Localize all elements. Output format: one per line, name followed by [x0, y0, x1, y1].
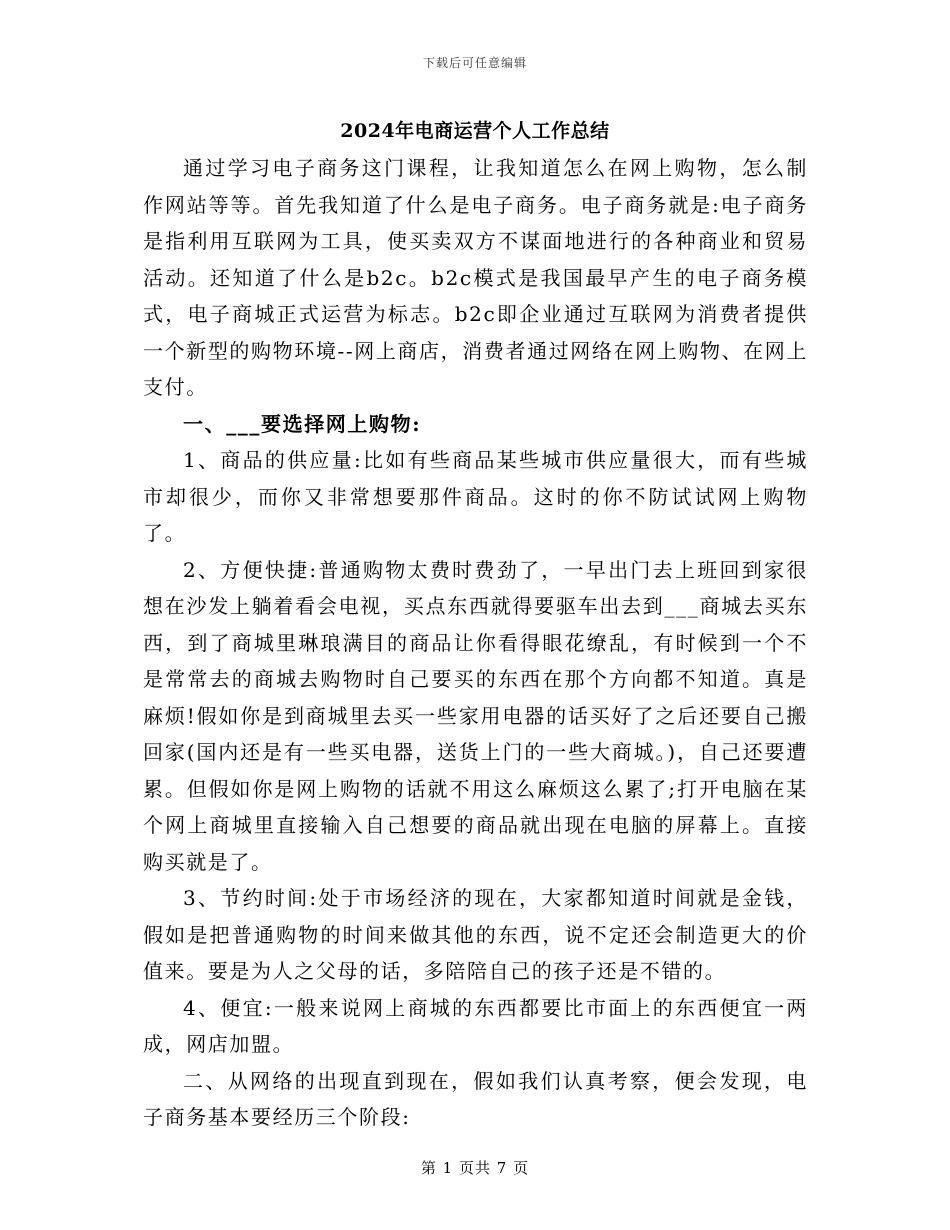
paragraph-item-1: 1、商品的供应量:比如有些商品某些城市供应量很大，而有些城市却很少，而你又非常想要那件商品。这时的你不防试试网上购物了。	[143, 448, 808, 545]
footer-prefix: 第	[420, 1159, 437, 1177]
footer-suffix: 页	[513, 1159, 530, 1177]
paragraph-item-4: 4、便宜:一般来说网上商城的东西都要比市面上的东西便宜一两成，网店加盟。	[143, 995, 808, 1056]
header-note: 下载后可任意编辑	[422, 56, 527, 70]
section-heading-2: 二、从网络的出现直到现在，假如我们认真考察，便会发现，电子商务基本要经历三个阶段:	[143, 1068, 808, 1129]
footer-middle: 页共	[458, 1159, 491, 1177]
footer-page-number: 1	[442, 1159, 454, 1177]
paragraph-item-3: 3、节约时间:处于市场经济的现在，大家都知道时间就是金钱，假如是把普通购物的时间来做其他的东西，说不定还会制造更大的价值来。要是为人之父母的话，多陪陪自己的孩子还是不错的。	[143, 886, 808, 983]
section-heading-1: 一、___要选择网上购物:	[183, 411, 422, 436]
document-title: 2024年电商运营个人工作总结	[340, 120, 610, 142]
paragraph-intro: 通过学习电子商务这门课程，让我知道怎么在网上购物，怎么制作网站等等。首先我知道了什么是电子商务。电子商务就是:电子商务是指利用互联网为工具，使买卖双方不谋面地进行的各种商业和贸易活动。还知道了什么是b2c。b2c模式是我国最早产生的电子商务模式，电子商城正式运营为标志。b2c即企业通过互联网为消费者提供一个新型的购物环境--网上商店，消费者通过网络在网上购物、在网上支付。	[143, 156, 808, 399]
footer-total-pages: 7	[496, 1159, 508, 1177]
paragraph-item-2: 2、方便快捷:普通购物太费时费劲了，一早出门去上班回到家很想在沙发上躺着看会电视，买点东西就得要驱车出去到___商城去买东西，到了商城里琳琅满目的商品让你看得眼花缭乱，有时候到一个不是常常去的商城去购物时自己要买的东西在那个方向都不知道。真是麻烦!假如你是到商城里去买一些家用电器的话买好了之后还要自己搬回家(国内还是有一些买电器，送货上门的一些大商城。)，自己还要遭累。但假如你是网上购物的话就不用这么麻烦这么累了;打开电脑在某个网上商城里直接输入自己想要的商品就出现在电脑的屏幕上。直接购买就是了。	[143, 557, 808, 874]
page-footer	[0, 1157, 950, 1178]
document-body	[143, 150, 808, 1136]
